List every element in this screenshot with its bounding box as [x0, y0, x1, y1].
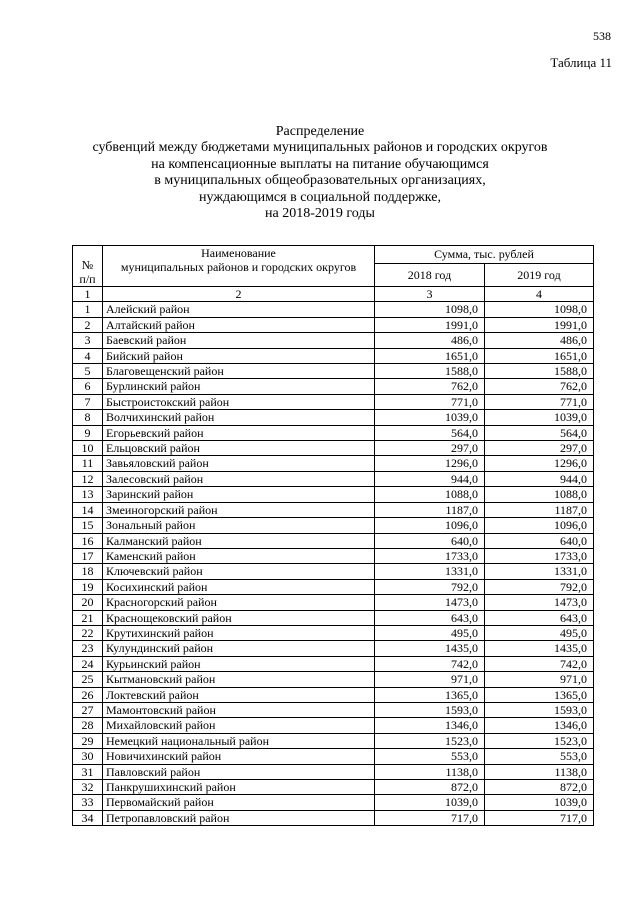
row-number: 24 [73, 656, 103, 671]
row-name: Немецкий национальный район [103, 733, 375, 748]
row-name: Ключевский район [103, 564, 375, 579]
row-name: Калманский район [103, 533, 375, 548]
row-number: 6 [73, 379, 103, 394]
row-number: 10 [73, 441, 103, 456]
row-name: Благовещенский район [103, 364, 375, 379]
table-row [73, 749, 594, 764]
row-name: Бурлинский район [103, 379, 375, 394]
header-name-line1: Наименование [201, 246, 276, 260]
table-row [73, 364, 594, 379]
row-value-2019: 1435,0 [485, 641, 594, 656]
row-number: 1 [73, 302, 103, 317]
row-value-2019: 1991,0 [485, 317, 594, 332]
row-value-2019: 495,0 [485, 625, 594, 640]
row-value-2019: 1331,0 [485, 564, 594, 579]
row-value-2019: 792,0 [485, 579, 594, 594]
row-name: Егорьевский район [103, 425, 375, 440]
row-name: Петропавловский район [103, 810, 375, 825]
row-name: Змеиногорский район [103, 502, 375, 517]
row-name: Заринский район [103, 487, 375, 502]
row-number: 14 [73, 502, 103, 517]
row-name: Кулундинский район [103, 641, 375, 656]
page-number: 538 [593, 29, 611, 43]
row-number: 3 [73, 333, 103, 348]
row-number: 5 [73, 364, 103, 379]
row-value-2019: 872,0 [485, 780, 594, 795]
table-row [73, 687, 594, 702]
title-line: Распределение [275, 124, 365, 139]
row-number: 7 [73, 394, 103, 409]
row-value-2019: 1588,0 [485, 364, 594, 379]
row-value-2018: 640,0 [375, 533, 485, 548]
table-row [73, 548, 594, 563]
row-number: 30 [73, 749, 103, 764]
row-value-2019: 1187,0 [485, 502, 594, 517]
row-value-2019: 1365,0 [485, 687, 594, 702]
table-row [73, 579, 594, 594]
row-number: 2 [73, 317, 103, 332]
row-name: Крутихинский район [103, 625, 375, 640]
colnum-4: 4 [485, 287, 594, 302]
row-name: Мамонтовский район [103, 702, 375, 717]
row-value-2019: 1039,0 [485, 410, 594, 425]
row-name: Ельцовский район [103, 441, 375, 456]
row-number: 23 [73, 641, 103, 656]
table-row [73, 656, 594, 671]
row-number: 31 [73, 764, 103, 779]
row-value-2018: 1039,0 [375, 795, 485, 810]
table-row [73, 564, 594, 579]
table-row [73, 641, 594, 656]
row-number: 33 [73, 795, 103, 810]
table-row [73, 502, 594, 517]
row-value-2019: 1296,0 [485, 456, 594, 471]
row-number: 22 [73, 625, 103, 640]
row-name: Каменский район [103, 548, 375, 563]
row-value-2018: 1331,0 [375, 564, 485, 579]
table-row [73, 425, 594, 440]
table-row [73, 595, 594, 610]
row-value-2018: 1138,0 [375, 764, 485, 779]
document-title [0, 124, 640, 222]
header-sum: Сумма, тыс. рублей [375, 246, 594, 264]
row-name: Красногорский район [103, 595, 375, 610]
table-row [73, 333, 594, 348]
row-name: Завьяловский район [103, 456, 375, 471]
table-row [73, 456, 594, 471]
header-2019: 2019 год [485, 264, 594, 287]
row-name: Курьинский район [103, 656, 375, 671]
row-number: 29 [73, 733, 103, 748]
table-row [73, 394, 594, 409]
row-number: 18 [73, 564, 103, 579]
row-value-2018: 486,0 [375, 333, 485, 348]
row-value-2018: 1039,0 [375, 410, 485, 425]
table-row [73, 441, 594, 456]
title-line: на компенсационные выплаты на питание обучающимся [151, 156, 489, 172]
row-number: 11 [73, 456, 103, 471]
row-value-2019: 1473,0 [485, 595, 594, 610]
row-number: 9 [73, 425, 103, 440]
title-line: субвенций между бюджетами муниципальных районов и городских округов [92, 140, 548, 156]
row-value-2018: 771,0 [375, 394, 485, 409]
table-row [73, 672, 594, 687]
row-name: Краснощековский район [103, 610, 375, 625]
row-value-2018: 792,0 [375, 579, 485, 594]
title-line: в муниципальных общеобразовательных организациях, [154, 173, 486, 189]
table-row [73, 795, 594, 810]
row-number: 21 [73, 610, 103, 625]
row-name: Волчихинский район [103, 410, 375, 425]
table-row [73, 810, 594, 825]
row-number: 8 [73, 410, 103, 425]
table-row [73, 533, 594, 548]
row-number: 25 [73, 672, 103, 687]
row-value-2019: 486,0 [485, 333, 594, 348]
row-value-2018: 553,0 [375, 749, 485, 764]
row-value-2019: 1593,0 [485, 702, 594, 717]
table-row [73, 317, 594, 332]
row-value-2018: 971,0 [375, 672, 485, 687]
row-value-2018: 297,0 [375, 441, 485, 456]
row-value-2018: 1096,0 [375, 518, 485, 533]
title-line: нуждающимся в социальной поддержке, [199, 189, 441, 205]
row-number: 4 [73, 348, 103, 363]
table-label: Таблица 11 [550, 55, 612, 70]
row-value-2019: 1138,0 [485, 764, 594, 779]
row-value-2018: 1098,0 [375, 302, 485, 317]
row-name: Павловский район [103, 764, 375, 779]
row-number: 16 [73, 533, 103, 548]
row-number: 32 [73, 780, 103, 795]
row-value-2019: 640,0 [485, 533, 594, 548]
distribution-table [72, 245, 594, 826]
row-name: Первомайский район [103, 795, 375, 810]
colnum-3: 3 [375, 287, 485, 302]
row-number: 20 [73, 595, 103, 610]
row-value-2018: 1365,0 [375, 687, 485, 702]
row-value-2018: 1346,0 [375, 718, 485, 733]
table-row [73, 733, 594, 748]
row-name: Бийский район [103, 348, 375, 363]
table-row [73, 610, 594, 625]
row-value-2019: 643,0 [485, 610, 594, 625]
row-number: 17 [73, 548, 103, 563]
table-row [73, 764, 594, 779]
row-value-2019: 1651,0 [485, 348, 594, 363]
table-row [73, 625, 594, 640]
title-line: на 2018-2019 годы [265, 206, 375, 222]
row-name: Панкрушихинский район [103, 780, 375, 795]
row-value-2018: 1588,0 [375, 364, 485, 379]
header-num: № п/п [73, 246, 103, 287]
row-value-2019: 771,0 [485, 394, 594, 409]
row-name: Быстроистокский район [103, 394, 375, 409]
row-value-2019: 742,0 [485, 656, 594, 671]
row-value-2018: 495,0 [375, 625, 485, 640]
row-value-2018: 1593,0 [375, 702, 485, 717]
row-value-2019: 553,0 [485, 749, 594, 764]
row-value-2018: 1296,0 [375, 456, 485, 471]
row-value-2019: 1039,0 [485, 795, 594, 810]
row-value-2018: 1523,0 [375, 733, 485, 748]
row-number: 19 [73, 579, 103, 594]
row-value-2019: 564,0 [485, 425, 594, 440]
table-row [73, 471, 594, 486]
row-value-2019: 1096,0 [485, 518, 594, 533]
header-2018: 2018 год [375, 264, 485, 287]
row-number: 15 [73, 518, 103, 533]
row-value-2018: 944,0 [375, 471, 485, 486]
row-value-2019: 1088,0 [485, 487, 594, 502]
row-value-2019: 1098,0 [485, 302, 594, 317]
row-value-2018: 742,0 [375, 656, 485, 671]
row-number: 26 [73, 687, 103, 702]
colnum-1: 1 [73, 287, 103, 302]
row-name: Алтайский район [103, 317, 375, 332]
row-value-2019: 762,0 [485, 379, 594, 394]
table-row [73, 718, 594, 733]
row-value-2018: 1088,0 [375, 487, 485, 502]
row-number: 27 [73, 702, 103, 717]
row-number: 12 [73, 471, 103, 486]
row-value-2019: 717,0 [485, 810, 594, 825]
row-name: Залесовский район [103, 471, 375, 486]
row-value-2018: 1651,0 [375, 348, 485, 363]
row-value-2019: 1733,0 [485, 548, 594, 563]
row-value-2018: 872,0 [375, 780, 485, 795]
table-row [73, 487, 594, 502]
header-name-line2: муниципальных районов и городских округов [120, 260, 357, 275]
row-value-2019: 944,0 [485, 471, 594, 486]
table-row [73, 348, 594, 363]
table-row [73, 379, 594, 394]
colnum-2: 2 [103, 287, 375, 302]
row-name: Косихинский район [103, 579, 375, 594]
table-row [73, 518, 594, 533]
row-value-2019: 971,0 [485, 672, 594, 687]
row-value-2018: 643,0 [375, 610, 485, 625]
table-row [73, 410, 594, 425]
row-value-2018: 1187,0 [375, 502, 485, 517]
table-row [73, 780, 594, 795]
row-name: Кытмановский район [103, 672, 375, 687]
row-value-2018: 1991,0 [375, 317, 485, 332]
row-value-2019: 297,0 [485, 441, 594, 456]
row-name: Новичихинский район [103, 749, 375, 764]
row-value-2018: 1733,0 [375, 548, 485, 563]
row-value-2018: 564,0 [375, 425, 485, 440]
row-name: Локтевский район [103, 687, 375, 702]
table-row [73, 702, 594, 717]
row-name: Михайловский район [103, 718, 375, 733]
row-value-2018: 717,0 [375, 810, 485, 825]
row-value-2018: 1435,0 [375, 641, 485, 656]
row-name: Баевский район [103, 333, 375, 348]
row-name: Зональный район [103, 518, 375, 533]
row-number: 13 [73, 487, 103, 502]
row-value-2018: 762,0 [375, 379, 485, 394]
table-row [73, 302, 594, 317]
row-number: 28 [73, 718, 103, 733]
row-value-2018: 1473,0 [375, 595, 485, 610]
row-number: 34 [73, 810, 103, 825]
row-value-2019: 1346,0 [485, 718, 594, 733]
row-name: Алейский район [103, 302, 375, 317]
row-value-2019: 1523,0 [485, 733, 594, 748]
header-name [103, 246, 375, 287]
